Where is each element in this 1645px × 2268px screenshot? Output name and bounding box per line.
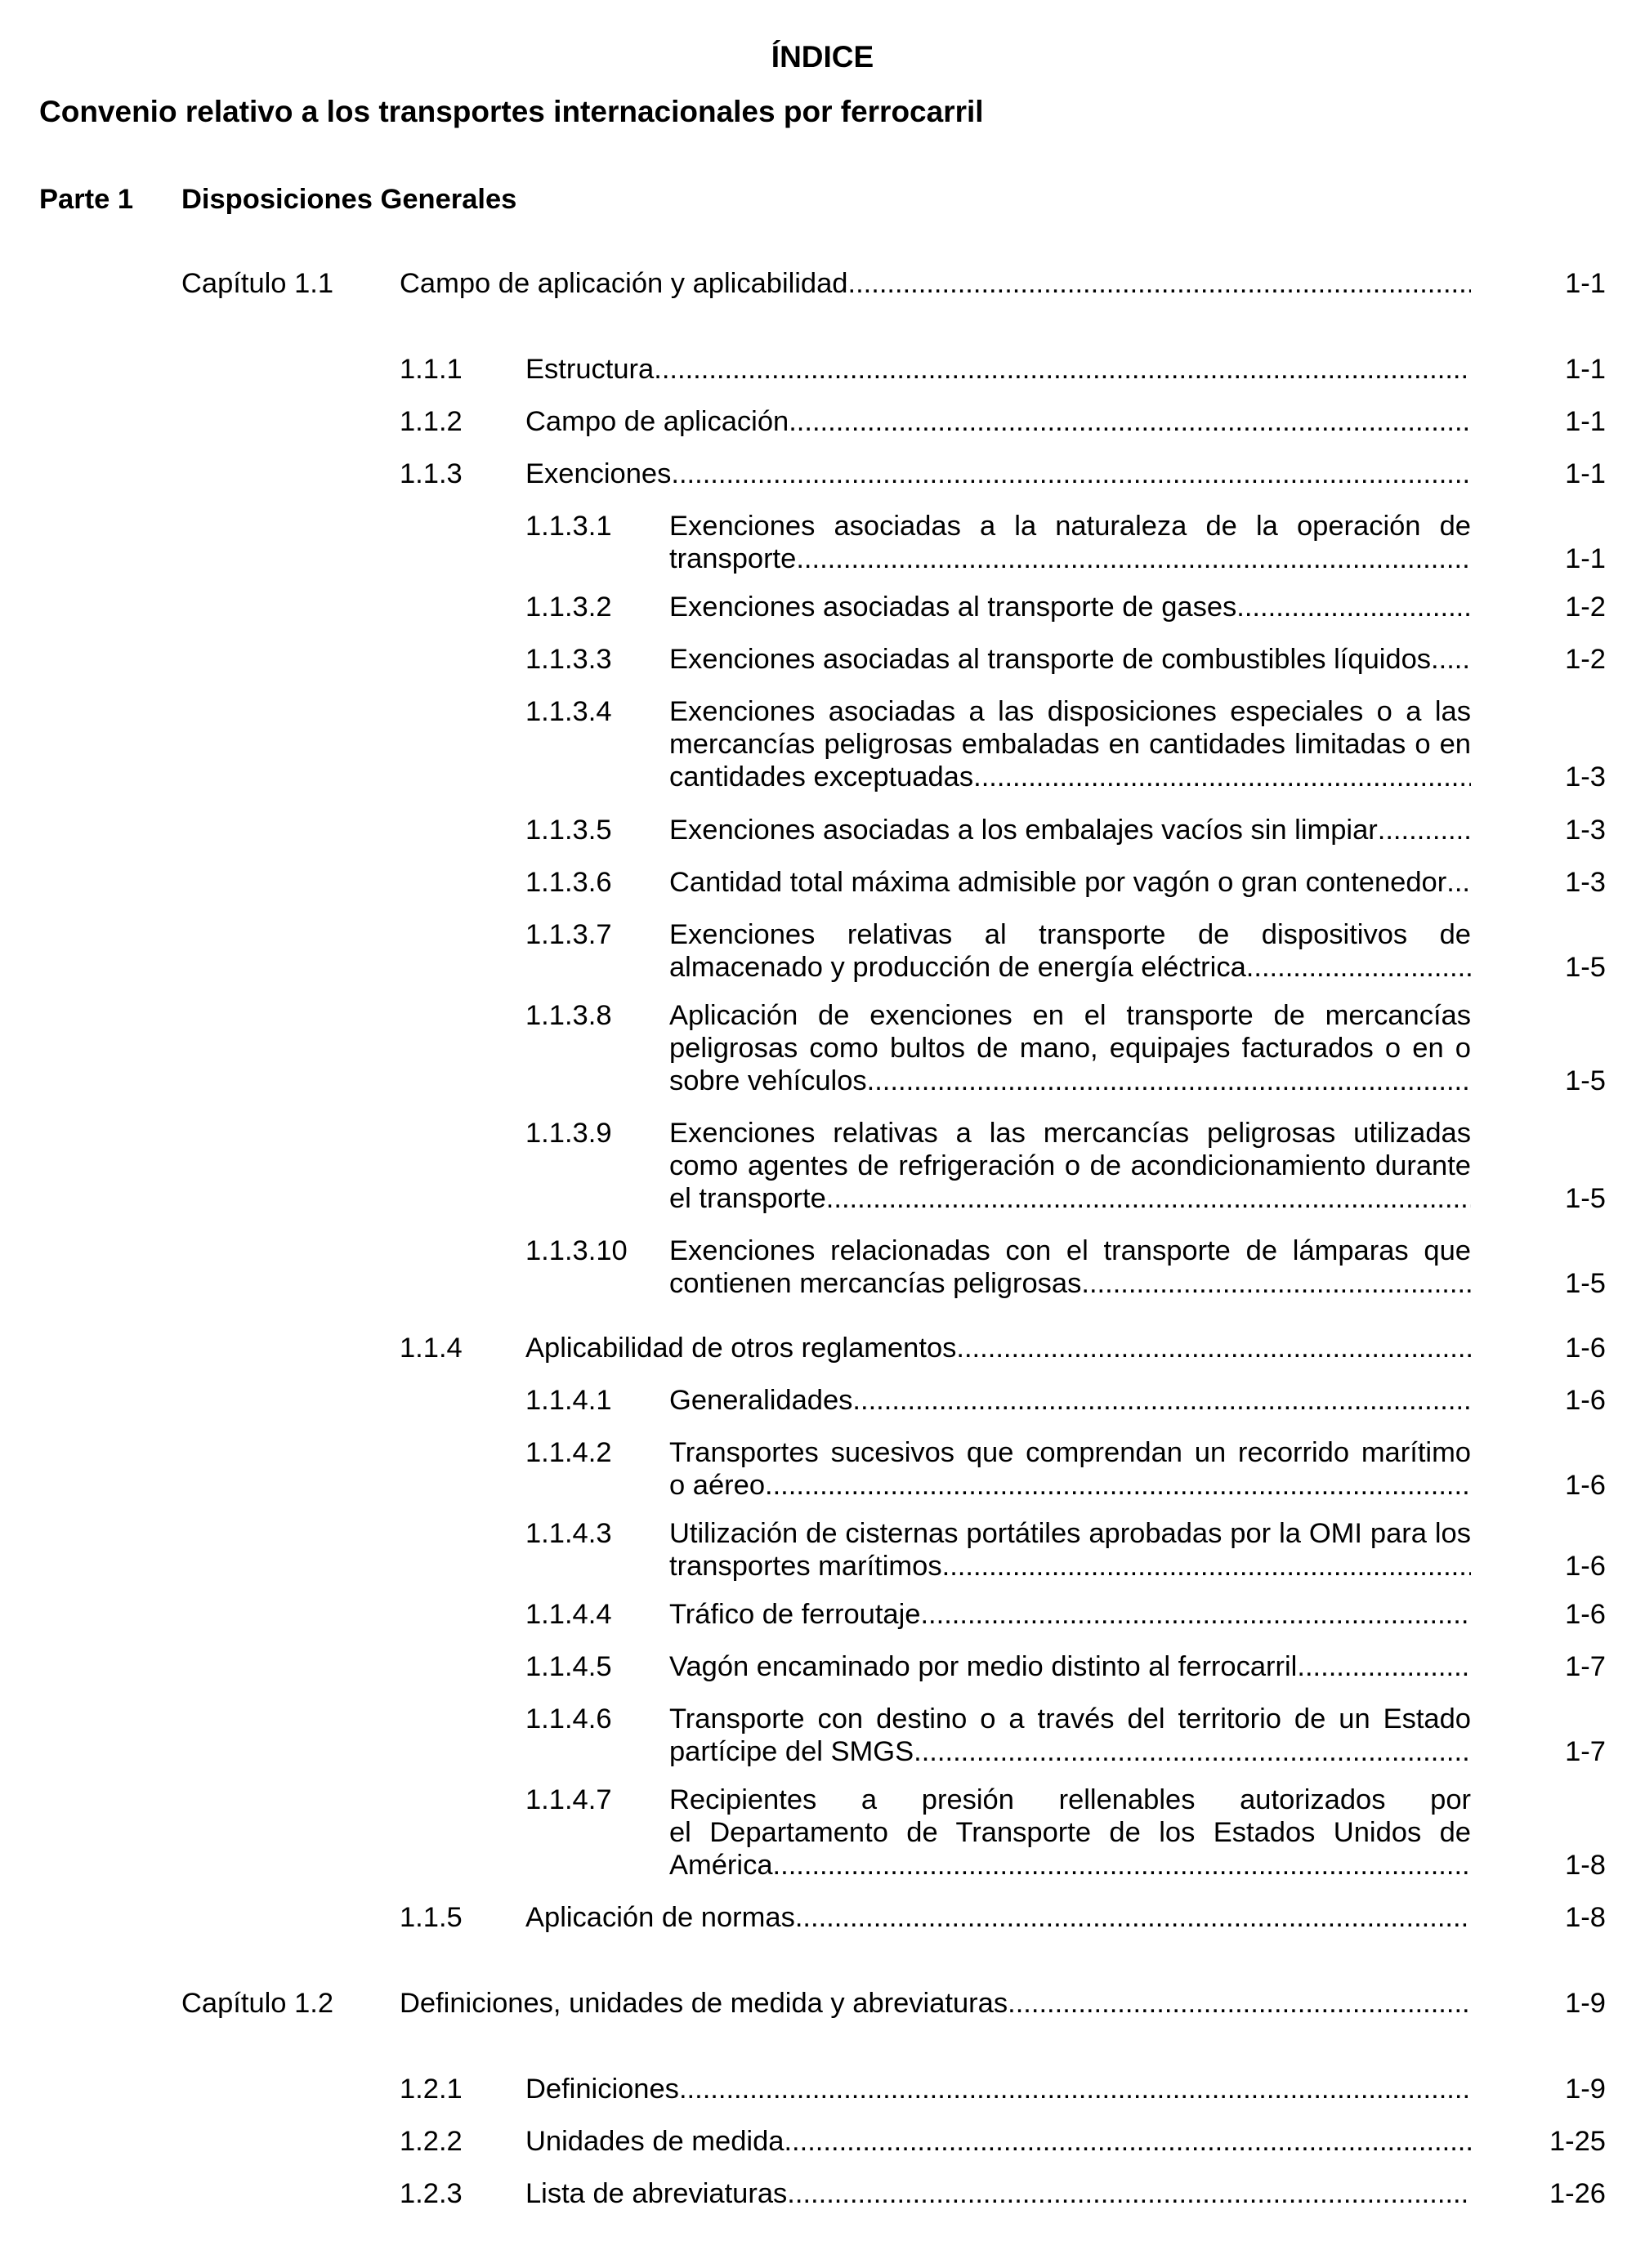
toc-entry-title-line: Exenciones asociadas a la naturaleza de la operación de: [669, 511, 1471, 542]
toc-entry-page: 1-1: [1565, 543, 1606, 574]
toc-entry-page: 1-6: [1565, 1599, 1606, 1630]
toc-entry-title-line: América: [669, 1850, 773, 1881]
toc-entry-title-line: el transporte: [669, 1183, 826, 1214]
toc-entry-page: 1-8: [1565, 1850, 1606, 1881]
toc-entry-number: 1.1.3.4: [525, 696, 612, 727]
toc-entry-number: 1.1.4.5: [525, 1651, 612, 1682]
toc-entry-title: [669, 591, 1471, 623]
toc-entry-title: [525, 405, 1471, 438]
toc-entry-title-line: Tráfico de ferroutaje: [669, 1599, 921, 1630]
toc-entry-title: [525, 2125, 1471, 2158]
toc-entry[interactable]: [525, 866, 1645, 899]
toc-entry-page: 1-7: [1565, 1736, 1606, 1767]
toc-entry[interactable]: [525, 1784, 1645, 1882]
dot-leader: [795, 1901, 1471, 1934]
toc-entry-page: 1-9: [1565, 2074, 1606, 2105]
toc-entry-title-line: Exenciones asociadas al transporte de gases: [669, 592, 1237, 623]
dot-leader: [1236, 591, 1471, 623]
toc-entry[interactable]: [525, 1650, 1645, 1683]
toc-entry-title: [669, 866, 1471, 899]
toc-entry[interactable]: [525, 814, 1645, 846]
toc-entry-page: 1-1: [1565, 268, 1606, 299]
toc-entry-page: 1-5: [1565, 1268, 1606, 1299]
dot-leader: [1297, 1650, 1471, 1683]
toc-entry-page: 1-5: [1565, 952, 1606, 983]
dot-leader: [942, 1550, 1471, 1583]
toc-entry-title: [669, 999, 1471, 1097]
toc-entry-number: 1.1.3.9: [525, 1118, 612, 1149]
toc-entry-page: 1-6: [1565, 1333, 1606, 1364]
dot-leader: [796, 542, 1471, 575]
dot-leader: [773, 1849, 1471, 1882]
toc-entry-title-line: Exenciones: [525, 458, 672, 489]
toc-entry-number: 1.1.4.2: [525, 1437, 612, 1468]
toc-entry-title: [669, 1703, 1471, 1768]
toc-entry-title: [669, 1234, 1471, 1300]
document-title: ÍNDICE: [771, 40, 874, 74]
toc-entry-title-line: Definiciones, unidades de medida y abreviaturas: [400, 1988, 1008, 2019]
dot-leader: [789, 405, 1471, 438]
toc-entry-title-line: transportes marítimos: [669, 1551, 942, 1582]
toc-entry-title-line: Exenciones relativas a las mercancías peligrosas utilizadas: [669, 1118, 1471, 1149]
toc-entry[interactable]: [525, 918, 1645, 984]
toc-entry-title-line: Cantidad total máxima admisible por vagón o gran contenedor: [669, 867, 1447, 898]
dot-leader: [826, 1182, 1471, 1215]
dot-leader: [671, 458, 1471, 490]
toc-entry-title-line: cantidades exceptuadas: [669, 761, 974, 792]
toc-entry-page: 1-6: [1565, 1470, 1606, 1501]
toc-entry[interactable]: [525, 1117, 1645, 1215]
toc-entry-title-line: Exenciones asociadas a los embalajes vacíos sin limpiar: [669, 815, 1378, 846]
toc-entry-title: [525, 1332, 1471, 1364]
toc-entry-page: 1-25: [1549, 2126, 1606, 2157]
dot-leader: [1246, 951, 1471, 984]
toc-entry[interactable]: [181, 1987, 1645, 2020]
toc-entry[interactable]: [525, 1384, 1645, 1417]
toc-entry-title: [669, 1784, 1471, 1882]
toc-entry[interactable]: [525, 695, 1645, 793]
toc-entry-number: Capítulo 1.1: [181, 268, 334, 299]
toc-entry-title: [525, 2073, 1471, 2105]
toc-entry-title: [400, 1987, 1471, 2020]
toc-entry-title: [669, 1598, 1471, 1631]
dot-leader: [1446, 866, 1471, 899]
toc-entry-number: 1.1.4.3: [525, 1518, 612, 1549]
dot-leader: [920, 1598, 1471, 1631]
toc-entry[interactable]: [525, 510, 1645, 575]
toc-entry[interactable]: [400, 458, 1645, 490]
toc-entry-page: 1-2: [1565, 644, 1606, 675]
toc-entry-number: 1.1.4.6: [525, 1703, 612, 1734]
toc-entry-title: [669, 643, 1471, 676]
dot-leader: [1378, 814, 1471, 846]
toc-entry-number: 1.1.5: [400, 1902, 463, 1933]
toc-entry-page: 1-3: [1565, 761, 1606, 792]
toc-entry-title-line: como agentes de refrigeración o de acondicionamiento durante: [669, 1150, 1471, 1181]
toc-entry-number: Capítulo 1.2: [181, 1988, 334, 2019]
toc-entry-page: 1-1: [1565, 406, 1606, 437]
toc-entry-title-line: Aplicabilidad de otros reglamentos: [525, 1333, 957, 1364]
dot-leader: [765, 1469, 1471, 1502]
toc-entry-title: [669, 510, 1471, 575]
toc-entry-title-line: Recipientes a presión rellenables autorizados por: [669, 1784, 1471, 1815]
toc-entry-title-line: Lista de abreviaturas: [525, 2178, 788, 2209]
toc-entry-title-line: almacenado y producción de energía eléctrica: [669, 952, 1246, 983]
toc-entry-title-line: Utilización de cisternas portátiles aprobadas por la OMI para los: [669, 1518, 1471, 1549]
toc-entry-number: 1.1.3.10: [525, 1235, 628, 1266]
toc-entry-title-line: Generalidades: [669, 1385, 853, 1416]
toc-entry-title: [669, 1517, 1471, 1583]
toc-entry-title-line: Aplicación de normas: [525, 1902, 795, 1933]
toc-entry-number: 1.1.3.2: [525, 592, 612, 623]
document-subtitle: Convenio relativo a los transportes internacionales por ferrocarril: [39, 95, 984, 128]
toc-entry-title: [525, 353, 1471, 386]
toc-entry-title: [525, 458, 1471, 490]
toc-entry-title-line: Unidades de medida: [525, 2126, 785, 2157]
toc-entry[interactable]: [400, 405, 1645, 438]
toc-entry-title: [525, 2177, 1471, 2210]
toc-entry-page: 1-1: [1565, 354, 1606, 385]
toc-entry[interactable]: [525, 1517, 1645, 1583]
toc-entry[interactable]: [525, 1436, 1645, 1502]
dot-leader: [852, 1384, 1471, 1417]
toc-entry-page: 1-2: [1565, 592, 1606, 623]
toc-entry-number: 1.1.4.7: [525, 1784, 612, 1815]
toc-entry[interactable]: [400, 2073, 1645, 2105]
toc-entry-page: 1-5: [1565, 1065, 1606, 1096]
toc-entry-title: [669, 1436, 1471, 1502]
toc-entry-number: 1.1.3: [400, 458, 463, 489]
toc-entry-number: 1.1.4.1: [525, 1385, 612, 1416]
dot-leader: [654, 353, 1471, 386]
dot-leader: [867, 1065, 1471, 1097]
toc-entry-page: 1-8: [1565, 1902, 1606, 1933]
toc-entry-title-line: Exenciones relativas al transporte de dispositivos de: [669, 919, 1471, 950]
toc-entry-page: 1-5: [1565, 1183, 1606, 1214]
toc-entry-page: 1-3: [1565, 815, 1606, 846]
toc-entry-number: 1.1.1: [400, 354, 463, 385]
toc-entry-number: 1.1.3.3: [525, 644, 612, 675]
toc-entry-number: 1.1.4.4: [525, 1599, 612, 1630]
toc-entry-number: 1.1.2: [400, 406, 463, 437]
toc-entry-title: [669, 1384, 1471, 1417]
part-number: Parte 1: [39, 184, 134, 215]
toc-entry-page: 1-26: [1549, 2178, 1606, 2209]
toc-entry[interactable]: [525, 643, 1645, 676]
toc-entry-number: 1.2.1: [400, 2074, 463, 2105]
dot-leader: [784, 2125, 1471, 2158]
dot-leader: [787, 2177, 1471, 2210]
toc-entry-number: 1.1.4: [400, 1333, 463, 1364]
toc-entry[interactable]: [525, 591, 1645, 623]
toc-entry-title: [669, 814, 1471, 846]
toc-entry-title-line: Transporte con destino o a través del territorio de un Estado: [669, 1703, 1471, 1734]
toc-entry-number: 1.2.2: [400, 2126, 463, 2157]
toc-entry-title-line: peligrosas como bultos de mano, equipajes facturados o en o: [669, 1033, 1471, 1064]
toc-entry[interactable]: [400, 353, 1645, 386]
dot-leader: [679, 2073, 1471, 2105]
toc-entry-title: [525, 1901, 1471, 1934]
toc-entry[interactable]: [525, 999, 1645, 1097]
toc-entry-page: 1-3: [1565, 867, 1606, 898]
toc-entry-title-line: Campo de aplicación: [525, 406, 789, 437]
toc-entry-title-line: Aplicación de exenciones en el transporte de mercancías: [669, 1000, 1471, 1031]
toc-entry-title-line: transporte: [669, 543, 797, 574]
toc-entry-title-line: Definiciones: [525, 2074, 679, 2105]
toc-entry-title-line: contienen mercancías peligrosas: [669, 1268, 1082, 1299]
toc-entry-page: 1-1: [1565, 458, 1606, 489]
toc-entry[interactable]: [400, 1332, 1645, 1364]
toc-entry-page: 1-9: [1565, 1988, 1606, 2019]
toc-entry-number: 1.2.3: [400, 2178, 463, 2209]
toc-entry-page: 1-6: [1565, 1551, 1606, 1582]
toc-entry[interactable]: [181, 267, 1645, 300]
toc-entry-title: [400, 267, 1471, 300]
dot-leader: [973, 761, 1471, 793]
toc-entry[interactable]: [400, 2177, 1645, 2210]
dot-leader: [1081, 1267, 1471, 1300]
toc-entry-title-line: sobre vehículos: [669, 1065, 867, 1096]
toc-entry-page: 1-6: [1565, 1385, 1606, 1416]
toc-entry-title-line: Vagón encaminado por medio distinto al ferrocarril: [669, 1651, 1298, 1682]
toc-entry-number: 1.1.3.8: [525, 1000, 612, 1031]
toc-entry-title-line: partícipe del SMGS: [669, 1736, 914, 1767]
toc-entry-title: [669, 695, 1471, 793]
toc-entry-title: [669, 1117, 1471, 1215]
toc-entry[interactable]: [525, 1703, 1645, 1768]
toc-entry[interactable]: [525, 1598, 1645, 1631]
toc-entry-title-line: Transportes sucesivos que comprendan un recorrido marítimo: [669, 1437, 1471, 1468]
toc-entry-page: 1-7: [1565, 1651, 1606, 1682]
toc-entry-title-line: Campo de aplicación y aplicabilidad: [400, 268, 848, 299]
part-title: Disposiciones Generales: [181, 184, 517, 215]
dot-leader: [914, 1735, 1471, 1768]
dot-leader: [1008, 1987, 1471, 2020]
toc-entry-number: 1.1.3.1: [525, 511, 612, 542]
dot-leader: [848, 267, 1472, 300]
toc-entry[interactable]: [525, 1234, 1645, 1300]
toc-entry-title-line: Estructura: [525, 354, 655, 385]
toc-entry-number: 1.1.3.5: [525, 815, 612, 846]
toc-entry-number: 1.1.3.6: [525, 867, 612, 898]
dot-leader: [1431, 643, 1471, 676]
toc-entry-title: [669, 918, 1471, 984]
toc-entry-title-line: el Departamento de Transporte de los Estados Unidos de: [669, 1817, 1471, 1848]
dot-leader: [956, 1332, 1471, 1364]
toc-entry-title-line: mercancías peligrosas embaladas en cantidades limitadas o en: [669, 729, 1471, 760]
toc-entry-title-line: Exenciones asociadas a las disposiciones especiales o a las: [669, 696, 1471, 727]
toc-entry-number: 1.1.3.7: [525, 919, 612, 950]
toc-entry[interactable]: [400, 2125, 1645, 2158]
toc-entry-title: [669, 1650, 1471, 1683]
toc-entry-title-line: Exenciones relacionadas con el transporte de lámparas que: [669, 1235, 1471, 1266]
toc-entry-title-line: Exenciones asociadas al transporte de combustibles líquidos: [669, 644, 1432, 675]
toc-entry-title-line: o aéreo: [669, 1470, 766, 1501]
toc-entry[interactable]: [400, 1901, 1645, 1934]
